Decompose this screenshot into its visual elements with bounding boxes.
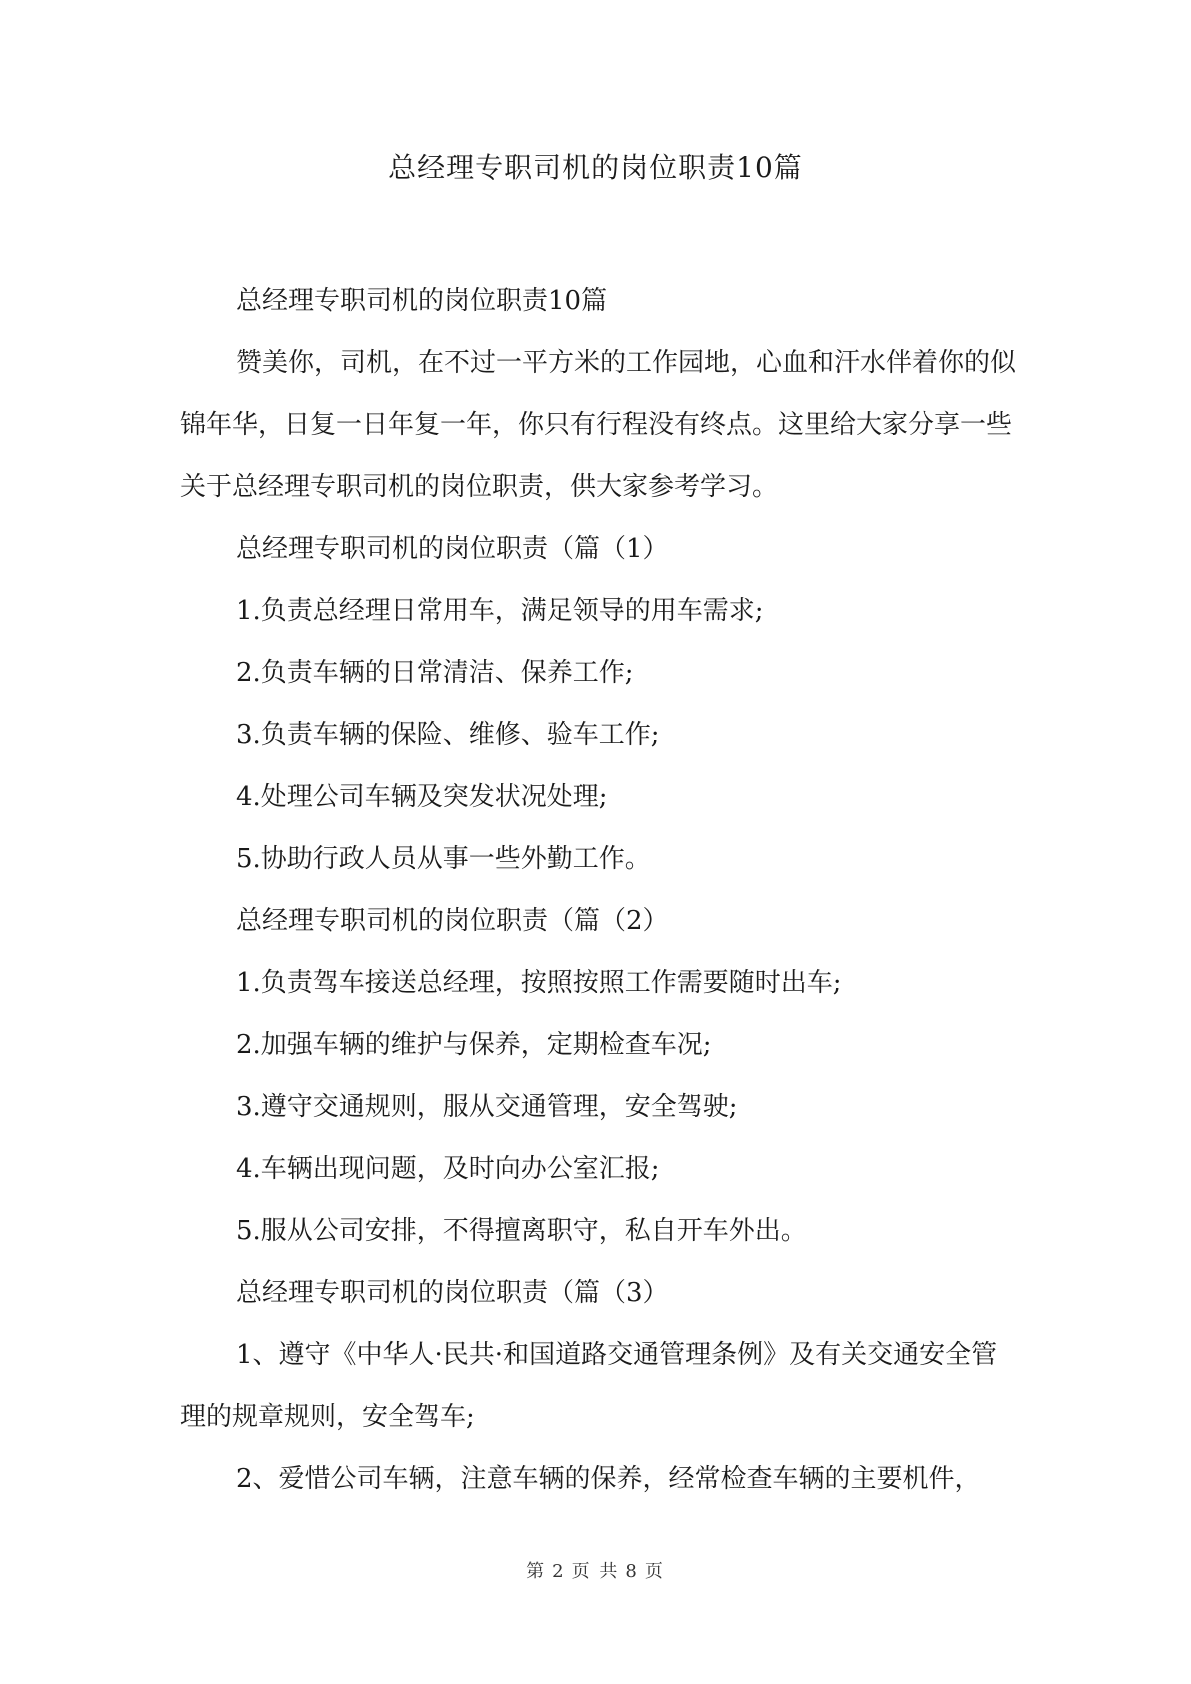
list-item: 3.遵守交通规则，服从交通管理，安全驾驶;	[236, 1092, 738, 1122]
footer-total-pages: 8	[625, 1561, 639, 1582]
list-item: 3.负责车辆的保险、维修、验车工作;	[236, 720, 660, 750]
list-item: 1、遵守《中华人·民共·和国道路交通管理条例》及有关交通安全管理的规章规则，安全驾车;	[180, 1340, 998, 1432]
footer-current-page: 2	[552, 1561, 566, 1582]
list-item: 5.协助行政人员从事一些外勤工作。	[236, 844, 651, 874]
page-footer	[0, 1560, 1191, 1584]
section-heading: 总经理专职司机的岗位职责（篇（3）	[236, 1278, 669, 1308]
document-title: 总经理专职司机的岗位职责10篇	[388, 151, 803, 184]
footer-suffix: 页	[644, 1561, 665, 1582]
list-item: 1.负责驾车接送总经理，按照按照工作需要随时出车;	[236, 968, 842, 998]
list-item: 4.处理公司车辆及突发状况处理;	[236, 782, 608, 812]
footer-middle: 页 共	[571, 1561, 620, 1582]
section-heading: 总经理专职司机的岗位职责（篇（1）	[236, 534, 669, 564]
list-item: 4.车辆出现问题，及时向办公室汇报;	[236, 1154, 660, 1184]
list-item: 5.服从公司安排，不得擅离职守，私自开车外出。	[236, 1216, 807, 1246]
list-item: 2.加强车辆的维护与保养，定期检查车况;	[236, 1030, 712, 1060]
list-item: 2、爱惜公司车辆，注意车辆的保养，经常检查车辆的主要机件，	[236, 1464, 981, 1494]
footer-prefix: 第	[526, 1561, 547, 1582]
document-body	[180, 270, 1020, 1510]
list-item: 2.负责车辆的日常清洁、保养工作;	[236, 658, 634, 688]
paragraph: 赞美你，司机，在不过一平方米的工作园地，心血和汗水伴着你的似锦年华，日复一日年复一年，你只有行程没有终点。这里给大家分享一些关于总经理专职司机的岗位职责，供大家参考学习。	[180, 348, 1017, 502]
list-item: 1.负责总经理日常用车，满足领导的用车需求;	[236, 596, 764, 626]
paragraph: 总经理专职司机的岗位职责10篇	[236, 286, 608, 316]
section-heading: 总经理专职司机的岗位职责（篇（2）	[236, 906, 669, 936]
